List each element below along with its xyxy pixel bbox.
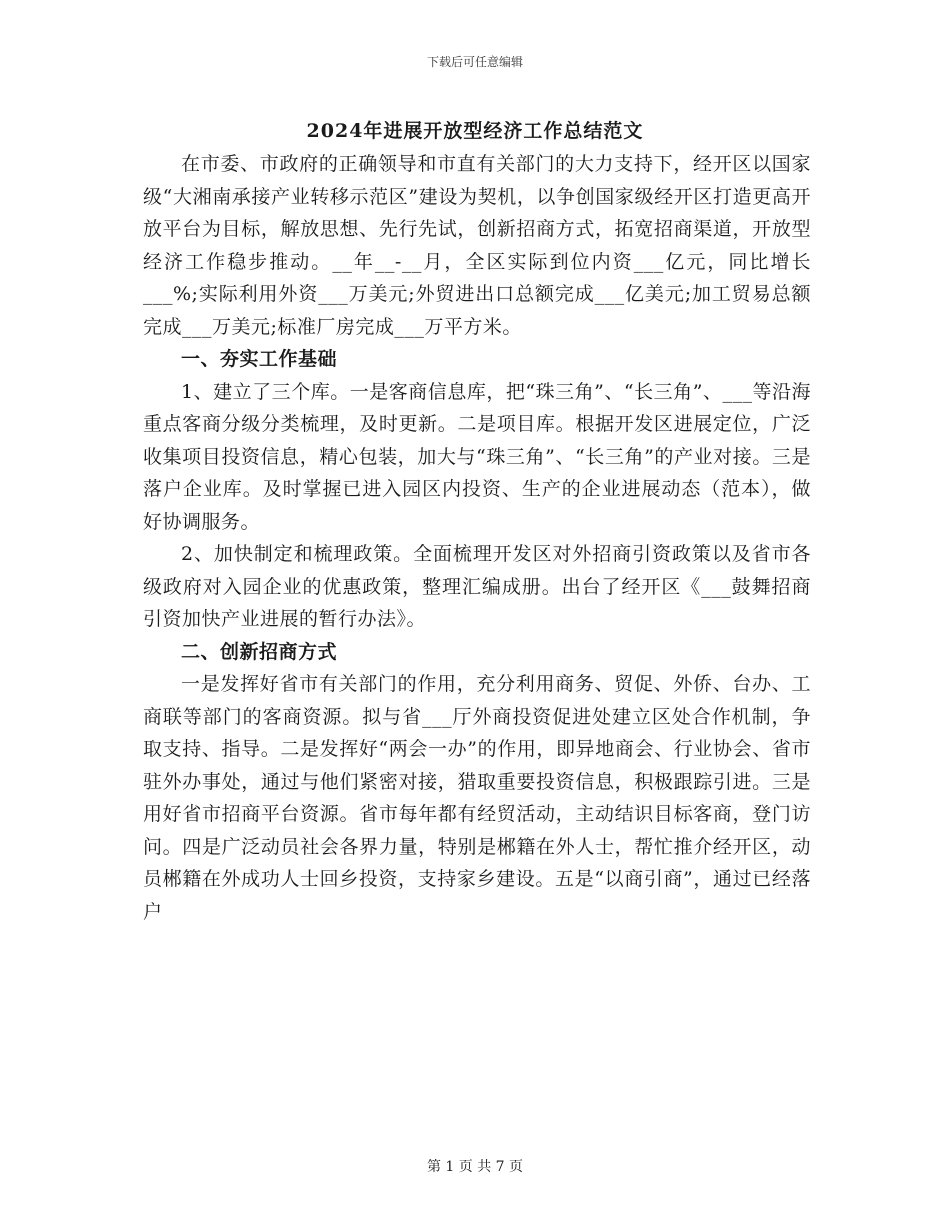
document-body — [143, 148, 811, 928]
document-title: 2024年进展开放型经济工作总结范文 — [306, 120, 644, 142]
section-1-paragraph-1: 1、建立了三个库。一是客商信息库，把“珠三角”、“长三角”、___等沿海重点客商分级分类梳理，及时更新。二是项目库。根据开发区进展定位，广泛收集项目投资信息，精心包装，加大与“珠三角”、“长三角”的产业对接。三是落户企业库。及时掌握已进入园区内投资、生产的企业进展动态（范本），做好协调服务。 — [143, 380, 811, 533]
section-heading-1: 一、夯实工作基础 — [181, 348, 338, 370]
page-header-note: 下载后可任意编辑 — [426, 55, 523, 69]
section-1-paragraph-2: 2、加快制定和梳理政策。全面梳理开发区对外招商引资政策以及省市各级政府对入园企业的优惠政策，整理汇编成册。出台了经开区《___鼓舞招商引资加快产业进展的暂行办法》。 — [143, 543, 811, 630]
section-heading-2: 二、创新招商方式 — [181, 640, 338, 663]
section-2-paragraph-1: 一是发挥好省市有关部门的作用，充分利用商务、贸促、外侨、台办、工商联等部门的客商资源。拟与省___厅外商投资促进处建立区处合作机制，争取支持、指导。二是发挥好“两会一办”的作用，即异地商会、行业协会、省市驻外办事处，通过与他们紧密对接，猎取重要投资信息，积极跟踪引进。三是用好省市招商平台资源。省市每年都有经贸活动，主动结识目标客商，登门访问。四是广泛动员社会各界力量，特别是郴籍在外人士，帮忙推介经开区，动员郴籍在外成功人士回乡投资，支持家乡建设。五是“以商引商”，通过已经落户 — [143, 673, 811, 923]
intro-paragraph: 在市委、市政府的正确领导和市直有关部门的大力支持下，经开区以国家级“大湘南承接产业转移示范区”建设为契机，以争创国家级经开区打造更高开放平台为目标，解放思想、先行先试，创新招商方式，拓宽招商渠道，开放型经济工作稳步推动。__年__-__月，全区实际到位内资___亿元，同比增长___%;实际利用外资___万美元;外贸进出口总额完成___亿美元;加工贸易总额完成___万美元;标准厂房完成___万平方米。 — [143, 153, 811, 338]
page-number-footer: 第 1 页 共 7 页 — [426, 1159, 524, 1175]
